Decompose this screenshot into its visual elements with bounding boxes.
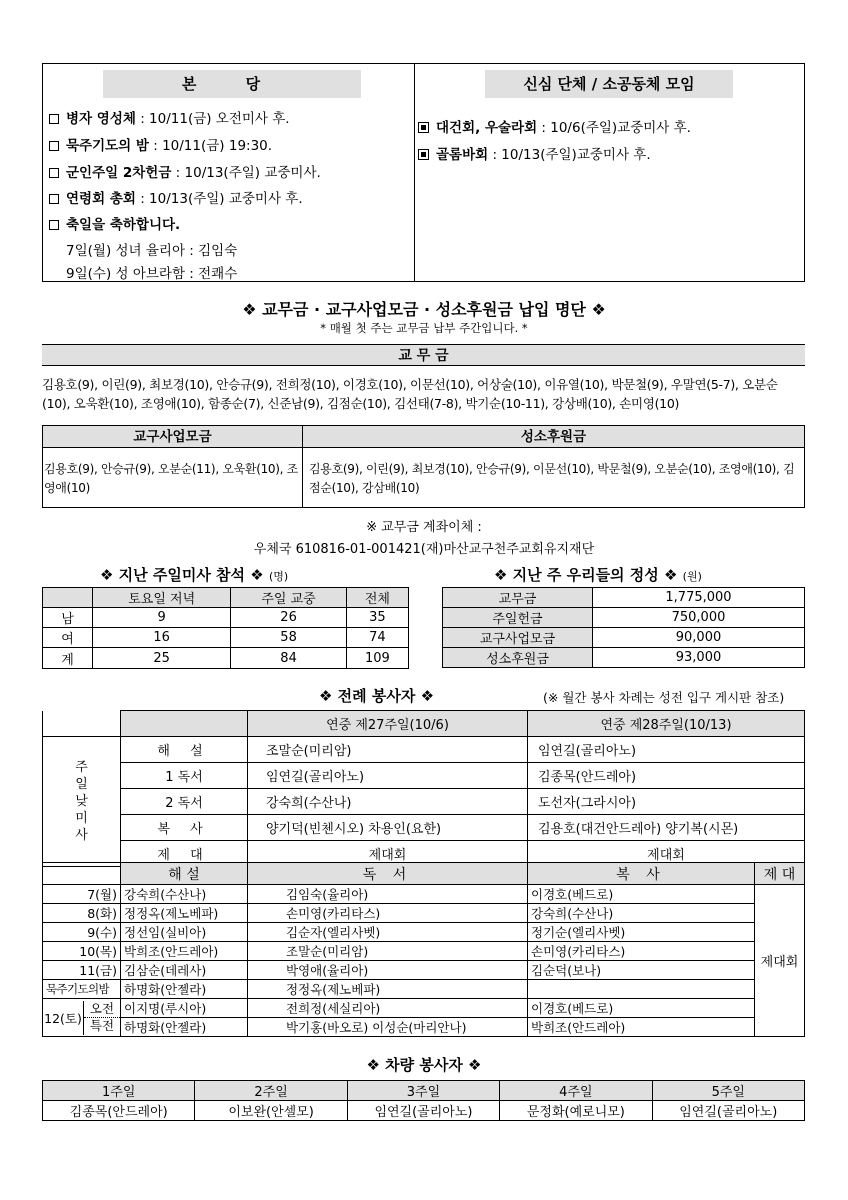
sunday-mass-label: 주 일 낮 미 사 <box>43 737 121 867</box>
gyomu-names: 김용호(9), 이린(9), 최보경(10), 안승규(9), 전희정(10), 이경호(10), 이문선(10), 어상술(10), 이유열(10), 박문철(9), 우말연(5-7), 오분순(10), 오욱환(10), 조영애(10), 함종순(7), 신준남(9), 김점순(10), 김선태(7-8), 박기순(10-11), 강상배(10), 손미영(10) <box>42 377 778 411</box>
attendance-table <box>42 587 409 669</box>
table-row: 남 9 26 35 <box>43 608 409 628</box>
table-row: 여 16 58 74 <box>43 628 409 648</box>
column-header: 토요일 저녁 <box>93 588 231 608</box>
column-header: 전체 <box>346 588 408 608</box>
liturgy-title: ❖ 전례 봉사자 ❖ <box>319 687 435 705</box>
list-item: 연령회 총회 : 10/13(주일) 교중미사 후. <box>49 187 303 207</box>
column-header: 복 사 <box>528 863 755 885</box>
attendance-corner <box>43 588 93 608</box>
table-row: 2 독서 강숙희(수산나) 도선자(그라시아) <box>43 789 805 815</box>
diocese-names: 김용호(9), 안승규(9), 오분순(11), 오욱환(10), 조영애(10) <box>44 462 298 495</box>
table-row: 주일헌금 750,000 <box>443 608 805 628</box>
account-number: 우체국 610816-01-001421(재)마산교구천주교회유지재단 <box>253 542 595 557</box>
vocation-header: 성소후원금 <box>303 426 804 448</box>
list-item: 골롬바회 : 10/13(주일)교중미사 후. <box>418 143 651 163</box>
feast-line: 9일(수) 성 아브라함 : 전쾌수 <box>66 266 238 282</box>
vehicle-title: ❖ 차량 봉사자 ❖ <box>366 1056 482 1074</box>
diocese-header: 교구사업모금 <box>43 426 302 448</box>
column-header: 5주일 <box>652 1081 804 1101</box>
table-row: 10(목) 박희조(안드레아) 조말순(미리암) 손미영(카리타스) <box>43 942 805 961</box>
column-header: 3주일 <box>347 1081 499 1101</box>
week2-header: 연중 제28주일(10/13) <box>528 711 805 737</box>
checkbox-icon <box>49 168 59 178</box>
table-row: 7(월) 강숙희(수산나) 김임숙(율리아) 이경호(베드로) 제대회 <box>43 885 805 904</box>
table-row: 묵주기도의밤 하명화(안젤라) 정정옥(제노베파) <box>43 980 805 999</box>
vehicle-table <box>42 1080 805 1121</box>
column-header: 4주일 <box>500 1081 652 1101</box>
list-item: 묵주기도의 밤 : 10/11(금) 19:30. <box>49 134 272 154</box>
checkbox-icon <box>49 141 59 151</box>
table-row: 제 대 제대회 제대회 <box>43 841 805 867</box>
column-header: 독 서 <box>248 863 528 885</box>
column-header: 2주일 <box>195 1081 347 1101</box>
table-row: 11(금) 김삼순(데레사) 박영애(율리아) 김순덕(보나) <box>43 961 805 980</box>
saturday-label: 12(토) <box>44 1010 82 1026</box>
table-row: 12(토) 오전 특전 이지명(루시아) 전희정(세실리아) 이경호(베드로) <box>43 999 805 1018</box>
checkbox-icon <box>49 220 59 230</box>
table-row: 성소후원금 93,000 <box>443 648 805 668</box>
column-header: 주일 교중 <box>231 588 346 608</box>
list-item: 병자 영성체 : 10/11(금) 오전미사 후. <box>49 107 290 127</box>
table-row: 8(화) 정정옥(제노베파) 손미영(카리타스) 강숙희(수산나) <box>43 904 805 923</box>
gyomu-header: 교 무 금 <box>42 344 805 366</box>
attendance-title: ❖ 지난 주일미사 참석 ❖ (명) <box>100 566 289 584</box>
donors-note: * 매월 첫 주는 교무금 납부 주간입니다. * <box>320 321 528 335</box>
table-row: 복 사 양기덕(빈첸시오) 차용인(요한) 김용호(대건안드레아) 양기복(시몬) <box>43 815 805 841</box>
filled-checkbox-icon <box>418 122 429 133</box>
vocation-names: 김용호(9), 이린(9), 최보경(10), 안승규(9), 이문선(10), 박문철(9), 오분순(10), 조영애(10), 김점순(10), 강삼배(10) <box>309 462 795 495</box>
filled-checkbox-icon <box>418 149 429 160</box>
list-item: 군인주일 2차헌금 : 10/13(주일) 교중미사. <box>49 161 321 181</box>
parish-title: 본 당 <box>103 70 361 98</box>
column-header: 해 설 <box>121 863 248 885</box>
offerings-title: ❖ 지난 주 우리들의 정성 ❖ (원) <box>494 566 702 584</box>
list-item: 대건회, 우술라회 : 10/6(주일)교중미사 후. <box>418 116 691 136</box>
table-row: 교무금 1,775,000 <box>443 588 805 608</box>
table-row: 주 일 낮 미 사 해 설 조말순(미리암) 임연길(골리아노) <box>43 737 805 763</box>
liturgy-note: (※ 월간 봉사 차례는 성전 입구 게시판 참조) <box>543 690 785 705</box>
table-row: 1 독서 임연길(골리아노) 김종목(안드레아) <box>43 763 805 789</box>
offerings-table <box>442 587 805 668</box>
table-row: 9(수) 정선임(실비아) 김순자(엘리사벳) 정기순(엘리사벳) <box>43 923 805 942</box>
feast-line: 7일(월) 성녀 율리아 : 김임숙 <box>66 243 238 259</box>
week1-header: 연중 제27주일(10/6) <box>248 711 528 737</box>
notices-divider <box>414 63 415 282</box>
table-row: 계 25 84 109 <box>43 648 409 669</box>
groups-title: 신심 단체 / 소공동체 모임 <box>485 70 733 98</box>
checkbox-icon <box>49 194 59 204</box>
table-row: 교구사업모금 90,000 <box>443 628 805 648</box>
sunday-liturgy-table <box>42 710 805 867</box>
table-row: 김종목(안드레아) 이보완(안셀모) 임연길(골리아노) 문정화(예로니모) 임연길(골리아노) <box>43 1101 805 1121</box>
altar-team: 제대회 <box>755 885 805 1037</box>
list-item: 축일을 축하합니다. <box>49 213 180 233</box>
account-label: ※ 교무금 계좌이체 : <box>366 520 482 535</box>
weekday-liturgy-table <box>42 862 805 1037</box>
column-header: 제 대 <box>755 863 805 885</box>
table-row: 하명화(안젤라) 박기홍(바오로) 이성순(마리안나) 박희조(안드레아) <box>43 1018 805 1037</box>
checkbox-icon <box>49 114 59 124</box>
donors-title: ❖ 교무금 · 교구사업모금 · 성소후원금 납입 명단 ❖ <box>242 300 606 319</box>
column-header: 1주일 <box>43 1081 195 1101</box>
